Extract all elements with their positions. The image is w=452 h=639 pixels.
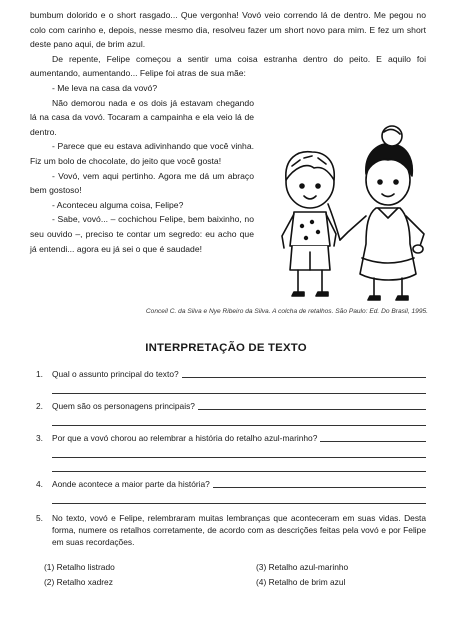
question-text: Quem são os personagens principais? [52,401,195,411]
story-paragraph: De repente, Felipe começou a sentir uma coisa estranha dentro do peito. E aquilo foi aumentando, aumentando... Felipe foi atras de sua mãe: [30,53,426,79]
answer-line[interactable] [320,441,426,442]
story-paragraph: bumbum dolorido e o short rasgado... Que vergonha! Vovó veio correndo lá de dentro. Me pegou no colo com carinho e, depois, nesse mesmo dia, resolveu fazer um short novo para mim. E fez um short deste pano aqui, de brim azul. [30,10,426,50]
question-text: Qual o assunto principal do texto? [52,369,179,379]
story-dialogue: - Parece que eu estava adivinhando que você vinha. Fiz um bolo de chocolate, do jeito que você gosta! [30,141,254,166]
question-list [36,362,426,549]
patch-option: (4) Retalho de brim azul [256,577,346,587]
answer-line[interactable] [198,409,426,410]
question-number: 2. [36,401,43,411]
question-number: 3. [36,433,43,443]
grandmother-and-boy-drawing-icon [256,122,434,307]
question-text: Por que a vovó chorou ao relembrar a história do retalho azul-marinho? [52,433,318,443]
answer-line[interactable] [52,458,426,472]
answer-line[interactable] [52,444,426,458]
question-2 [36,400,426,412]
patch-option: (2) Retalho xadrez [44,577,113,587]
story-dialogue: - Sabe, vovó... – cochichou Felipe, bem baixinho, no seu ouvido –, preciso te contar um segredo: eu acho que já entendi... agora eu já sei o que é saudade! [30,214,254,254]
question-5 [36,512,426,549]
story-dialogue: - Aconteceu alguma coisa, Felipe? [52,199,184,210]
question-1 [36,368,426,380]
answer-line[interactable] [52,490,426,504]
patch-option: (1) Retalho listrado [44,562,115,572]
question-number: 1. [36,369,43,379]
question-number: 4. [36,479,43,489]
question-text: No texto, vovó e Felipe, relembraram muitas lembranças que aconteceram em suas vidas. Desta forma, numere os retalhos corretamente, de acordo com as descrições feitas pela vovó e por Felipe em suas recordações. [52,513,426,548]
citation: Conceil C. da Silva e Nye Ribeiro da Silva. A colcha de retalhos. São Paulo: Ed. Do Brasil, 1995. [145,308,428,315]
answer-line[interactable] [52,412,426,426]
question-4 [36,478,426,490]
question-text: Aonde acontece a maior parte da história? [52,479,210,489]
story-dialogue: - Me leva na casa da vovó? [52,82,158,93]
story-dialogue: - Vovó, vem aqui pertinho. Agora me dá um abraço bem gostoso! [30,170,254,196]
answer-line[interactable] [213,487,426,488]
answer-line[interactable] [182,377,426,378]
story-paragraph: Não demorou nada e os dois já estavam chegando lá na casa da vovó. Tocaram a campainha e ela veio lá de dentro. [30,97,254,137]
patch-options [44,562,424,587]
question-3 [36,432,426,444]
section-title: INTERPRETAÇÃO DE TEXTO [145,342,307,354]
patch-option: (3) Retalho azul-marinho [256,562,349,572]
answer-line[interactable] [52,380,426,394]
question-number: 5. [36,513,43,523]
